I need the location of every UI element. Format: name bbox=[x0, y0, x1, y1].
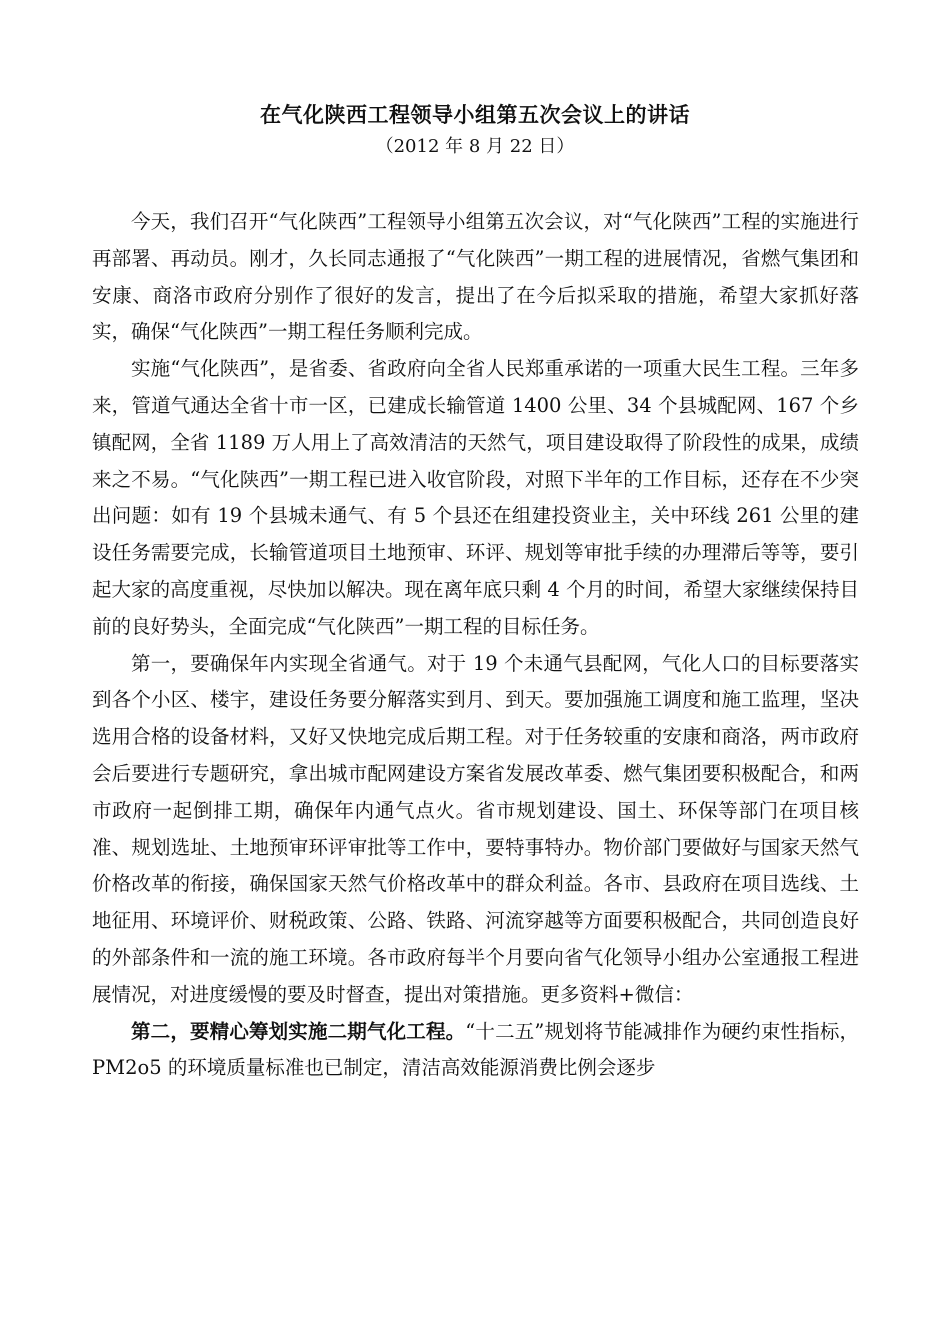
document-title: 在气化陕西工程领导小组第五次会议上的讲话 bbox=[260, 102, 690, 127]
paragraph-4-lead: 第二，要精心筹划实施二期气化工程。 bbox=[131, 1019, 466, 1043]
paragraph-3: 第一，要确保年内实现全省通气。对于 19 个未通气县配网，气化人口的目标要落实到各个小区、楼宇，建设任务要分解落实到月、到天。要加强施工调度和施工监理，坚决选用合格的设备材料，又好又快地完成后期工程。对于任务较重的安康和商洛，两市政府会后要进行专题研究，拿出城市配网建设方案省发展改革委、燃气集团要积极配合，和两市政府一起倒排工期，确保年内通气点火。省市规划建设、国土、环保等部门在项目核准、规划选址、土地预审环评审批等工作中，要特事特办。物价部门要做好与国家天然气价格改革的衔接，确保国家天然气价格改革中的群众利益。各市、县政府在项目选线、土地征用、环境评价、财税政策、公路、铁路、河流穿越等方面要积极配合，共同创造良好的外部条件和一流的施工环境。各市政府每半个月要向省气化领导小组办公室通报工程进展情况，对进度缓慢的要及时督查，提出对策措施。更多资料+微信： bbox=[92, 651, 859, 1006]
paragraph-4-text: “十二五”规划将节能减排作为硬约束性指标，PM2o5 的环境质量标准也已制定，清洁高效能源消费比例会逐步 bbox=[92, 1019, 859, 1080]
document-body bbox=[92, 204, 859, 1087]
document-date: （2012 年 8 月 22 日） bbox=[375, 136, 575, 157]
paragraph-2: 实施“气化陕西”，是省委、省政府向全省人民郑重承诺的一项重大民生工程。三年多来，管道气通达全省十市一区，已建成长输管道 1400 公里、34 个县城配网、167 个乡镇配网，全省 1189 万人用上了高效清洁的天然气，项目建设取得了阶段性的成果，成绩来之不易。“气化陕西”一期工程已进入收官阶段，对照下半年的工作目标，还存在不少突出问题：如有 19 个县城未通气、有 5 个县还在组建投资业主，关中环线 261 公里的建设任务需要完成，长输管道项目土地预审、环评、规划等审批手续的办理滞后等等，要引起大家的高度重视，尽快加以解决。现在离年底只剩 4 个月的时间，希望大家继续保持目前的良好势头，全面完成“气化陕西”一期工程的目标任务。 bbox=[92, 357, 859, 638]
paragraph-1: 今天，我们召开“气化陕西”工程领导小组第五次会议，对“气化陕西”工程的实施进行再部署、再动员。刚才，久长同志通报了“气化陕西”一期工程的进展情况，省燃气集团和安康、商洛市政府分别作了很好的发言，提出了在今后拟采取的措施，希望大家抓好落实，确保“气化陕西”一期工程任务顺利完成。 bbox=[92, 210, 859, 344]
paragraph-4 bbox=[92, 1014, 859, 1088]
